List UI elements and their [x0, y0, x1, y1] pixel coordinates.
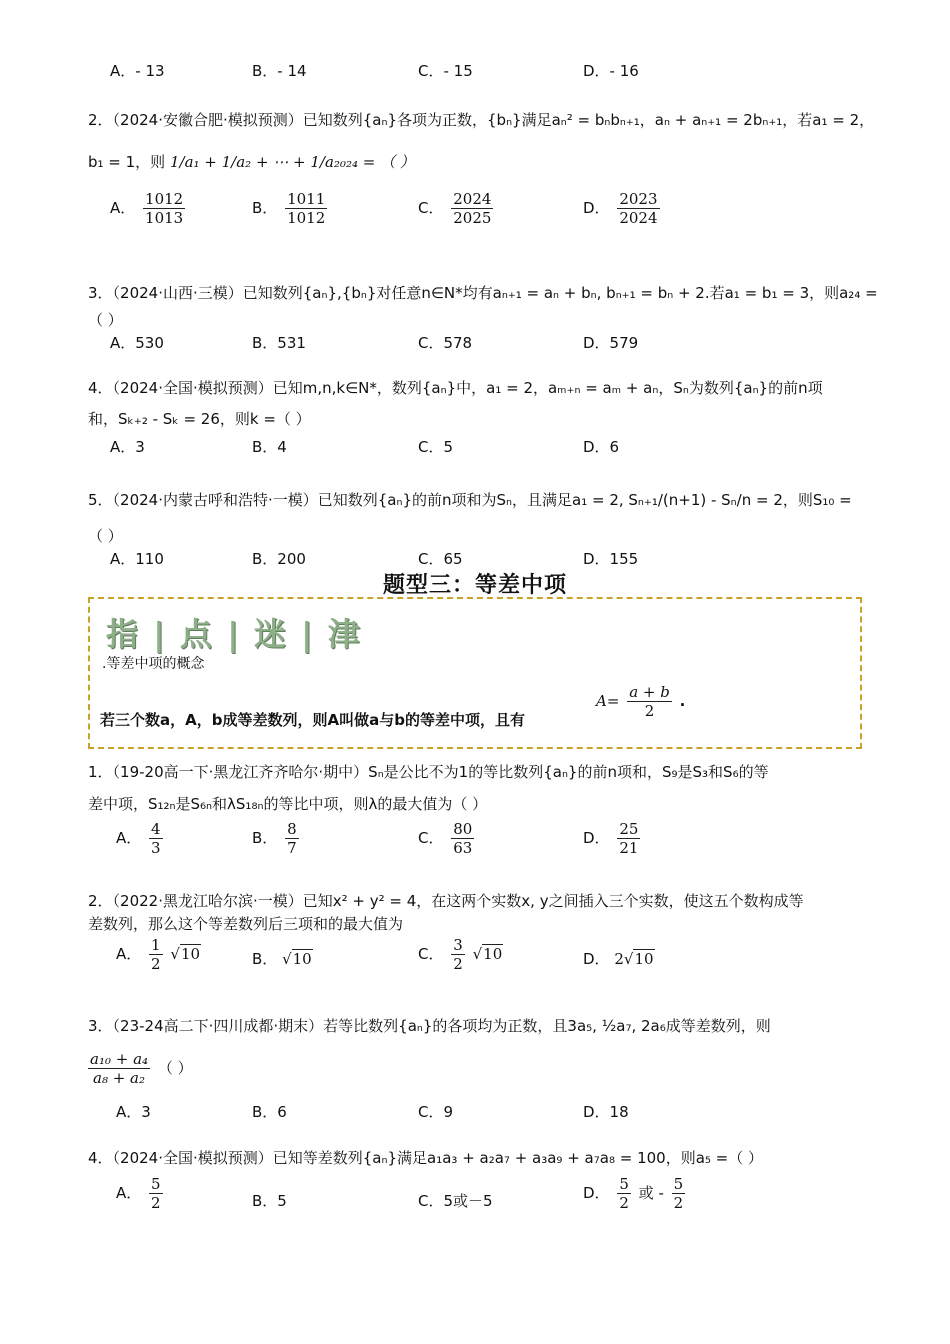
denominator: a₈ + a₂ [93, 1069, 146, 1087]
option-b: B．5 [252, 1192, 287, 1210]
fraction [285, 190, 327, 227]
denominator: 2 [619, 1194, 629, 1212]
numerator: 25 [619, 820, 639, 838]
denominator: 2025 [453, 209, 492, 227]
option-c: C．578 [418, 334, 473, 352]
option-a: A．- 13 [110, 62, 165, 80]
option-a [116, 820, 166, 857]
formula-tail: . [679, 692, 686, 710]
question-5a-stem: 5．（2024·内蒙古呼和浩特·一模）已知数列{aₙ}的前n项和为Sₙ，且满足a₁ = 2, Sₙ₊₁/(n+1) - Sₙ/n = 2，则S₁₀ = [88, 491, 852, 509]
fraction [451, 190, 493, 227]
denominator: 2 [644, 702, 655, 720]
fraction [617, 1175, 631, 1212]
option-label: C． [418, 945, 444, 963]
denominator: 63 [453, 839, 473, 857]
fraction [88, 1050, 150, 1087]
option-label: C． [418, 829, 444, 847]
question-3b-line2 [88, 1050, 193, 1087]
option-b [252, 190, 330, 227]
fraction [285, 820, 299, 857]
formula-lhs: A= [596, 692, 620, 710]
tips-body: 若三个数a，A，b成等差数列，则A叫做a与b的等差中项，且有 [100, 711, 525, 729]
option-b: B．- 14 [252, 62, 307, 80]
option-d: D．- 16 [583, 62, 639, 80]
denominator: 7 [287, 839, 297, 857]
option-b [252, 948, 313, 969]
sqrt-expression: √10 [623, 950, 654, 968]
option-label: D． [583, 1184, 610, 1202]
option-b: B．531 [252, 334, 306, 352]
fraction [451, 936, 465, 973]
numerator: a + b [629, 683, 670, 701]
option-d: D．6 [583, 438, 620, 456]
option-b [252, 820, 302, 857]
option-label: D． [583, 950, 610, 968]
denominator: 1012 [287, 209, 326, 227]
denominator: 2024 [619, 209, 658, 227]
fraction [627, 683, 672, 720]
fraction [451, 820, 474, 857]
numerator: 80 [453, 820, 473, 838]
option-a: A．110 [110, 550, 164, 568]
denominator: 2 [673, 1194, 684, 1212]
numerator: 1012 [145, 190, 184, 208]
question-3b-stem: 3．（23-24高二下·四川成都·期末）若等比数列{aₙ}的各项均为正数，且3a₅, ½a₇, 2a₆成等差数列，则 [88, 1017, 771, 1035]
option-c: C．5或－5 [418, 1192, 493, 1210]
sqrt-expression: √10 [472, 945, 503, 963]
question-1b-line2: 差中项，S₁₂ₙ是S₆ₙ和λS₁₈ₙ的等比中项，则λ的最大值为（ ） [88, 795, 488, 813]
option-d [583, 820, 643, 857]
option-label: D． [583, 829, 610, 847]
denominator: 2 [151, 1194, 161, 1212]
question-2b-line2: 差数列，那么这个等差数列后三项和的最大值为 [88, 915, 404, 933]
sqrt-expression: √10 [282, 950, 312, 968]
numerator: 5 [619, 1175, 629, 1193]
option-d [583, 1175, 688, 1212]
coefficient: 2 [614, 950, 624, 968]
option-label: A． [110, 199, 136, 217]
tips-formula [596, 683, 685, 720]
denominator: 1013 [145, 209, 184, 227]
section-title: 题型三：等差中项 [382, 573, 567, 598]
numerator: a₁₀ + a₄ [90, 1050, 149, 1068]
numerator: 2023 [619, 190, 658, 208]
question-4a-stem: 4．（2024·全国·模拟预测）已知m,n,k∈N*，数列{aₙ}中，a₁ = 2，aₘ₊ₙ = aₘ + aₙ，Sₙ为数列{aₙ}的前n项 [88, 379, 823, 397]
sqrt-expression: √10 [170, 945, 201, 963]
numerator: 2024 [453, 190, 492, 208]
fraction [149, 820, 163, 857]
option-d: D．155 [583, 550, 639, 568]
fraction [617, 820, 640, 857]
option-connector: 或 - [638, 1184, 664, 1202]
question-1b-stem: 1．（19-20高一下·黑龙江齐齐哈尔·期中）Sₙ是公比不为1的等比数列{aₙ}的前n项和，S₉是S₃和S₆的等 [88, 763, 769, 781]
denominator: 2 [151, 955, 161, 973]
numerator: 8 [287, 820, 297, 838]
option-label: C． [418, 199, 444, 217]
question-2a-stem [88, 110, 874, 130]
question-2a-line2-pre: b₁ = 1，则 [88, 153, 166, 171]
numerator: 1 [151, 936, 161, 954]
question-2b-stem: 2．（2022·黑龙江哈尔滨·一模）已知x² + y² = 4，在这两个实数x, y之间插入三个实数，使这五个数构成等 [88, 892, 804, 910]
denominator: 3 [151, 839, 161, 857]
option-a [116, 1175, 166, 1212]
denominator: 21 [619, 839, 639, 857]
option-label: D． [583, 199, 610, 217]
option-c: C．5 [418, 438, 454, 456]
question-4a-line2: 和，Sₖ₊₂ - Sₖ = 26，则k =（ ） [88, 410, 311, 428]
option-c: C．9 [418, 1103, 454, 1121]
option-c [418, 190, 496, 227]
option-a [116, 936, 201, 973]
option-c: C．- 15 [418, 62, 473, 80]
option-a: A．3 [110, 438, 145, 456]
option-label: B． [252, 950, 278, 968]
option-c: C．65 [418, 550, 463, 568]
option-label: A． [116, 1184, 142, 1202]
option-d: D．579 [583, 334, 639, 352]
question-2a-expression: 1/a₁ + 1/a₂ + ⋯ + 1/a₂₀₂₄ = （ ） [169, 153, 415, 171]
option-d: D．18 [583, 1103, 629, 1121]
option-d [583, 190, 663, 227]
option-c [418, 936, 503, 973]
option-a: A．530 [110, 334, 164, 352]
question-3a-stem: 3．（2024·山西·三模）已知数列{aₙ},{bₙ}对任意n∈N*均有aₙ₊₁ = aₙ + bₙ, bₙ₊₁ = bₙ + 2.若a₁ = b₁ = 3，则a₂₄ = [88, 284, 878, 302]
question-4b-stem: 4．（2024·全国·模拟预测）已知等差数列{aₙ}满足a₁a₃ + a₂a₇ + a₃a₉ + a₇a₈ = 100，则a₅ =（ ） [88, 1149, 764, 1167]
option-d [583, 948, 655, 969]
question-2a-line1: 2．（2024·安徽合肥·模拟预测）已知数列{aₙ}各项为正数，{bₙ}满足aₙ² = bₙbₙ₊₁，aₙ + aₙ₊₁ = 2bₙ₊₁，若a₁ = 2， [88, 111, 875, 129]
option-b: B．4 [252, 438, 287, 456]
numerator: 4 [151, 820, 161, 838]
numerator: 3 [453, 936, 463, 954]
tips-heading: 指 | 点 | 迷 | 津 [106, 615, 362, 653]
tips-subtitle: .等差中项的概念 [102, 656, 205, 672]
option-a: A．3 [116, 1103, 151, 1121]
option-b: B．6 [252, 1103, 287, 1121]
question-3b-tail: （ ） [157, 1059, 193, 1077]
tips-box [88, 597, 862, 749]
numerator: 5 [151, 1175, 161, 1193]
numerator: 5 [673, 1175, 684, 1193]
radicand: 10 [634, 950, 654, 968]
option-a [110, 190, 188, 227]
fraction [149, 936, 163, 973]
fraction [149, 1175, 163, 1212]
option-c [418, 820, 477, 857]
numerator: 1011 [287, 190, 326, 208]
option-b: B．200 [252, 550, 306, 568]
radicand: 10 [292, 950, 312, 968]
option-label: A． [116, 945, 142, 963]
radicand: 10 [180, 945, 201, 963]
question-3a-line2: （ ） [88, 311, 123, 329]
fraction [143, 190, 185, 227]
fraction [617, 190, 659, 227]
question-2a-line2 [88, 152, 415, 172]
option-label: A． [116, 829, 142, 847]
denominator: 2 [453, 955, 463, 973]
radicand: 10 [483, 945, 503, 963]
option-label: B． [252, 829, 278, 847]
question-5a-line2: （ ） [88, 527, 123, 545]
option-label: B． [252, 199, 278, 217]
fraction [672, 1175, 686, 1212]
